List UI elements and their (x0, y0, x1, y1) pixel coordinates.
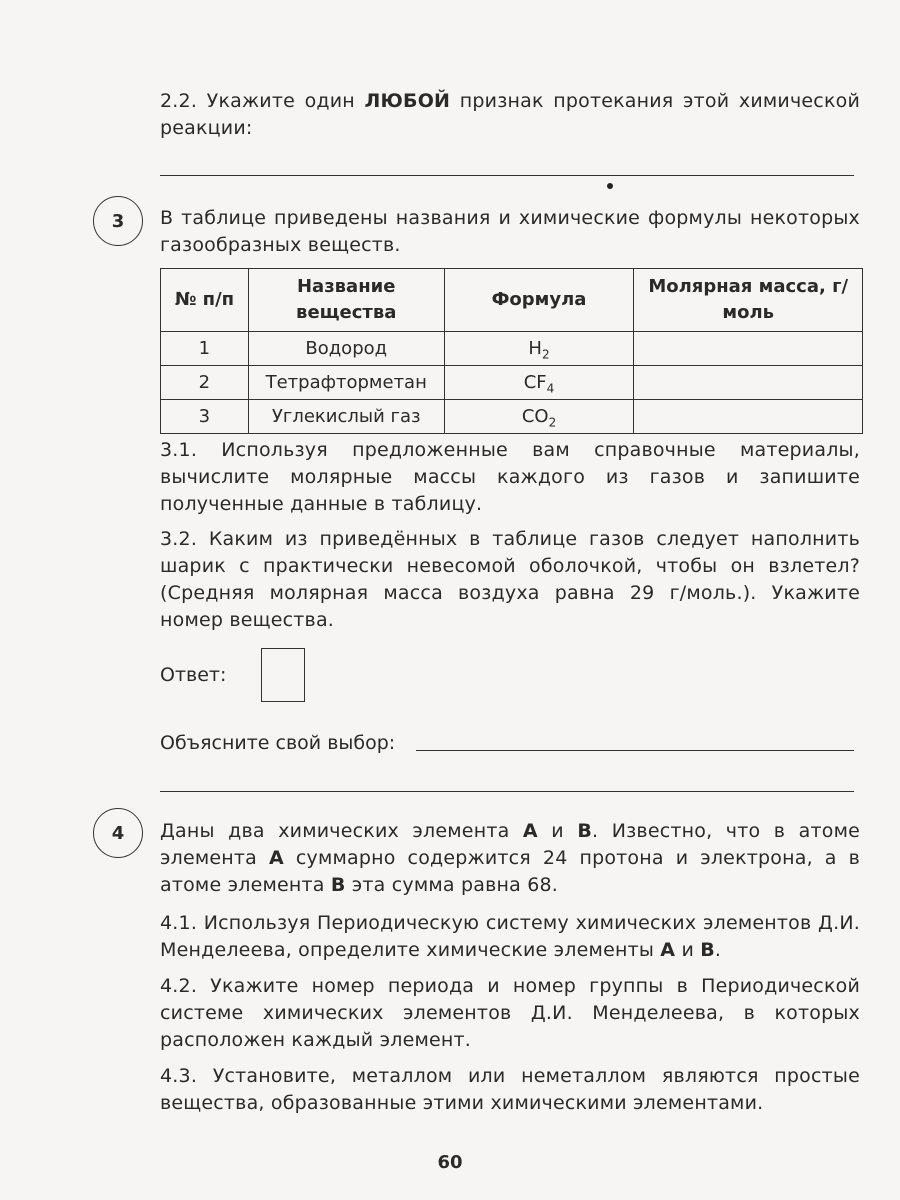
question-4-3: 4.3. Установите, металлом или неметаллом являются простые вещества, образованные этими химическими элементами. (160, 1065, 860, 1114)
col-formula: Формула (444, 269, 634, 332)
table-row: 3 Углекислый газ $CO_2$ (161, 400, 863, 434)
ink-dot (607, 183, 613, 189)
molar-mass-cell[interactable] (634, 332, 863, 366)
answer-box[interactable] (261, 648, 305, 702)
table-header-row (161, 269, 863, 332)
col-number: № п/п (161, 269, 249, 332)
task-4-intro: Даны два химических элемента А и В. Известно, что в атоме элемента А суммарно содержится 24 протона и электрона, а в атоме элемента В эта сумма равна 68. (160, 820, 861, 896)
explain-line-1[interactable] (416, 750, 854, 751)
page-number: 60 (437, 1152, 463, 1173)
emphasis-any: ЛЮБОЙ (364, 90, 451, 112)
question-3-1: 3.1. Используя предложенные вам справочные материалы, вычислите молярные массы каждого из газов и запишите полученные данные в таблицу. (160, 439, 860, 515)
question-4-1: 4.1. Используя Периодическую систему химических элементов Д.И. Менделеева, определите химические элементы А и В. (160, 912, 860, 961)
explain-label: Объясните свой выбор: (160, 732, 396, 754)
molar-mass-cell[interactable] (634, 400, 863, 434)
task-number-badge-3: 3 (93, 196, 143, 246)
explain-line-2[interactable] (160, 791, 854, 792)
substances-table (160, 268, 863, 434)
answer-label: Ответ: (160, 664, 227, 686)
formula-cell: $H_2$ (444, 332, 634, 366)
col-name: Название вещества (248, 269, 444, 332)
formula-cell: $CF_4$ (444, 366, 634, 400)
molar-mass-cell[interactable] (634, 366, 863, 400)
formula-cell: $CO_2$ (444, 400, 634, 434)
answer-line-2-2[interactable] (160, 175, 854, 176)
table-row: 2 Тетрафторметан $CF_4$ (161, 366, 863, 400)
question-4-2: 4.2. Укажите номер периода и номер группы в Периодической системе химических элементов Д.И. Менделеева, в которых расположен каждый элемент. (160, 975, 860, 1051)
col-molar-mass: Молярная масса, г/моль (634, 269, 863, 332)
task-3-intro: В таблице приведены названия и химические формулы некоторых газообразных веществ. (160, 207, 860, 256)
task-number-badge-4: 4 (93, 808, 143, 858)
table-row: 1 Водород $H_2$ (161, 332, 863, 366)
question-2-2: 2.2. Укажите один ЛЮБОЙ признак протекания этой химической реакции: (160, 90, 860, 139)
question-3-2: 3.2. Каким из приведённых в таблице газов следует наполнить шарик с практически невесомой оболочкой, чтобы он взлетел? (Средняя молярная масса воздуха равна 29 г/моль.). Укажите номер вещества. (160, 528, 860, 631)
